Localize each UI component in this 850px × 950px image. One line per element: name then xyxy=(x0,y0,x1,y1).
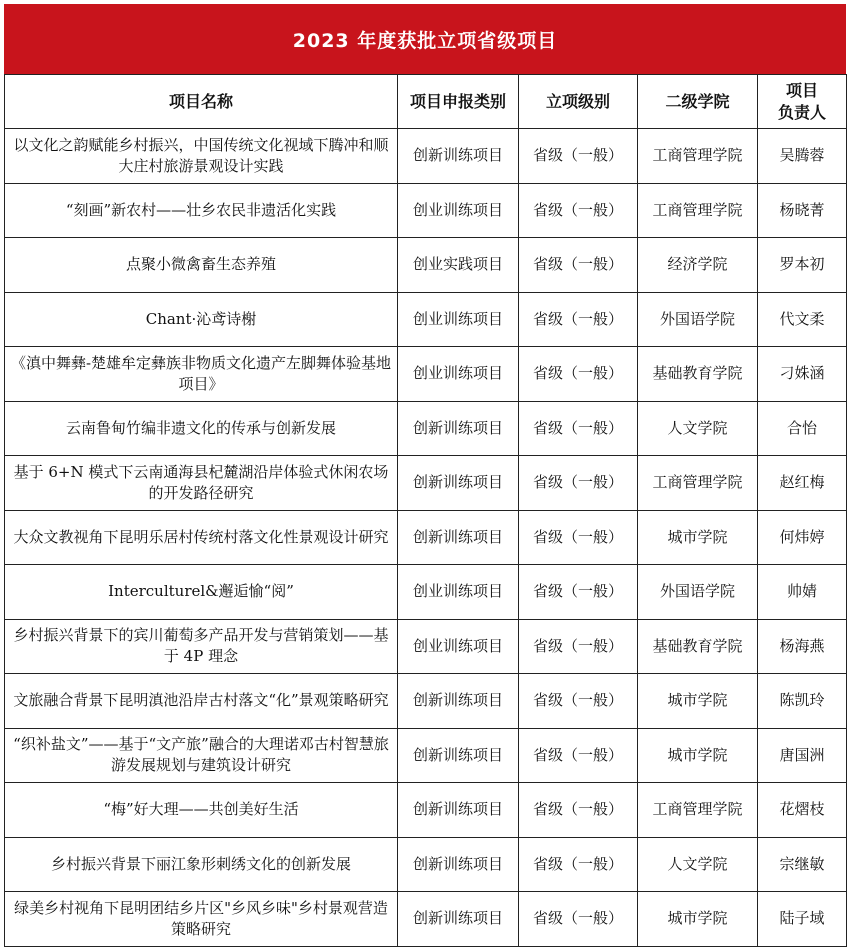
table-row xyxy=(5,837,847,892)
cell-leader: 陈凯玲 xyxy=(758,674,847,729)
table-row xyxy=(5,565,847,620)
cell-leader: 代文柔 xyxy=(758,292,847,347)
cell-category: 创业实践项目 xyxy=(398,238,519,293)
cell-leader: 赵红梅 xyxy=(758,456,847,511)
cell-project-name: 乡村振兴背景下丽江象形刺绣文化的创新发展 xyxy=(5,837,398,892)
table-row xyxy=(5,783,847,838)
table-row xyxy=(5,129,847,184)
table-row xyxy=(5,401,847,456)
cell-category: 创新训练项目 xyxy=(398,728,519,783)
cell-project-name: 绿美乡村视角下昆明团结乡片区"乡风乡味"乡村景观营造策略研究 xyxy=(5,892,398,947)
table-row xyxy=(5,892,847,947)
table-row xyxy=(5,183,847,238)
cell-category: 创业训练项目 xyxy=(398,565,519,620)
cell-level: 省级（一般） xyxy=(519,183,638,238)
cell-college: 外国语学院 xyxy=(638,565,758,620)
cell-category: 创新训练项目 xyxy=(398,892,519,947)
cell-category: 创业训练项目 xyxy=(398,619,519,674)
cell-leader: 杨海燕 xyxy=(758,619,847,674)
cell-college: 工商管理学院 xyxy=(638,783,758,838)
cell-college: 城市学院 xyxy=(638,728,758,783)
table-row xyxy=(5,456,847,511)
cell-category: 创新训练项目 xyxy=(398,783,519,838)
cell-leader: 花熠枝 xyxy=(758,783,847,838)
cell-college: 基础教育学院 xyxy=(638,347,758,402)
table-row xyxy=(5,674,847,729)
cell-project-name: Interculturel&邂逅愉“阅” xyxy=(5,565,398,620)
header-row xyxy=(5,75,847,129)
cell-leader: 何炜婷 xyxy=(758,510,847,565)
cell-category: 创业训练项目 xyxy=(398,347,519,402)
cell-college: 外国语学院 xyxy=(638,292,758,347)
header-category: 项目申报类别 xyxy=(398,75,519,129)
cell-level: 省级（一般） xyxy=(519,619,638,674)
cell-college: 工商管理学院 xyxy=(638,456,758,511)
cell-level: 省级（一般） xyxy=(519,129,638,184)
table-row xyxy=(5,510,847,565)
table-row xyxy=(5,292,847,347)
cell-college: 基础教育学院 xyxy=(638,619,758,674)
cell-college: 工商管理学院 xyxy=(638,183,758,238)
cell-project-name: 云南鲁甸竹编非遗文化的传承与创新发展 xyxy=(5,401,398,456)
cell-project-name: 点聚小微禽畜生态养殖 xyxy=(5,238,398,293)
table-row xyxy=(5,619,847,674)
cell-leader: 杨晓菁 xyxy=(758,183,847,238)
cell-level: 省级（一般） xyxy=(519,456,638,511)
cell-college: 城市学院 xyxy=(638,510,758,565)
cell-leader: 帅婧 xyxy=(758,565,847,620)
cell-category: 创新训练项目 xyxy=(398,674,519,729)
header-level: 立项级别 xyxy=(519,75,638,129)
cell-category: 创新训练项目 xyxy=(398,456,519,511)
table-row xyxy=(5,728,847,783)
cell-college: 经济学院 xyxy=(638,238,758,293)
cell-level: 省级（一般） xyxy=(519,401,638,456)
cell-level: 省级（一般） xyxy=(519,837,638,892)
cell-category: 创新训练项目 xyxy=(398,510,519,565)
cell-leader: 刁姝涵 xyxy=(758,347,847,402)
cell-level: 省级（一般） xyxy=(519,892,638,947)
table-row xyxy=(5,238,847,293)
cell-college: 人文学院 xyxy=(638,837,758,892)
cell-category: 创新训练项目 xyxy=(398,129,519,184)
header-college: 二级学院 xyxy=(638,75,758,129)
cell-level: 省级（一般） xyxy=(519,347,638,402)
cell-project-name: 大众文教视角下昆明乐居村传统村落文化性景观设计研究 xyxy=(5,510,398,565)
cell-project-name: “梅”好大理——共创美好生活 xyxy=(5,783,398,838)
cell-project-name: 以文化之韵赋能乡村振兴，中国传统文化视域下腾冲和顺大庄村旅游景观设计实践 xyxy=(5,129,398,184)
cell-project-name: 基于 6+N 模式下云南通海县杞麓湖沿岸体验式休闲农场的开发路径研究 xyxy=(5,456,398,511)
cell-category: 创业训练项目 xyxy=(398,292,519,347)
cell-level: 省级（一般） xyxy=(519,728,638,783)
cell-leader: 合怡 xyxy=(758,401,847,456)
cell-project-name: 乡村振兴背景下的宾川葡萄多产品开发与营销策划——基于 4P 理念 xyxy=(5,619,398,674)
cell-level: 省级（一般） xyxy=(519,565,638,620)
cell-project-name: Chant·沁鸢诗榭 xyxy=(5,292,398,347)
cell-category: 创新训练项目 xyxy=(398,837,519,892)
table-row xyxy=(5,347,847,402)
header-project-name: 项目名称 xyxy=(5,75,398,129)
cell-leader: 吴腾蓉 xyxy=(758,129,847,184)
cell-level: 省级（一般） xyxy=(519,674,638,729)
cell-category: 创新训练项目 xyxy=(398,401,519,456)
cell-leader: 陆子域 xyxy=(758,892,847,947)
cell-leader: 唐国洲 xyxy=(758,728,847,783)
cell-college: 城市学院 xyxy=(638,674,758,729)
cell-level: 省级（一般） xyxy=(519,783,638,838)
cell-college: 人文学院 xyxy=(638,401,758,456)
cell-leader: 宗继敏 xyxy=(758,837,847,892)
cell-college: 工商管理学院 xyxy=(638,129,758,184)
cell-category: 创业训练项目 xyxy=(398,183,519,238)
cell-project-name: 《滇中舞彝-楚雄牟定彝族非物质文化遗产左脚舞体验基地项目》 xyxy=(5,347,398,402)
cell-level: 省级（一般） xyxy=(519,292,638,347)
cell-project-name: “刻画”新农村——壮乡农民非遗活化实践 xyxy=(5,183,398,238)
cell-project-name: 文旅融合背景下昆明滇池沿岸古村落文“化”景观策略研究 xyxy=(5,674,398,729)
table-title: 2023 年度获批立项省级项目 xyxy=(4,4,846,74)
cell-college: 城市学院 xyxy=(638,892,758,947)
header-leader: 项目 负责人 xyxy=(758,75,847,129)
cell-project-name: “织补盐文”——基于“文产旅”融合的大理诺邓古村智慧旅游发展规划与建筑设计研究 xyxy=(5,728,398,783)
cell-level: 省级（一般） xyxy=(519,510,638,565)
cell-leader: 罗本初 xyxy=(758,238,847,293)
projects-table xyxy=(4,74,847,947)
project-list-document xyxy=(4,4,846,947)
cell-level: 省级（一般） xyxy=(519,238,638,293)
